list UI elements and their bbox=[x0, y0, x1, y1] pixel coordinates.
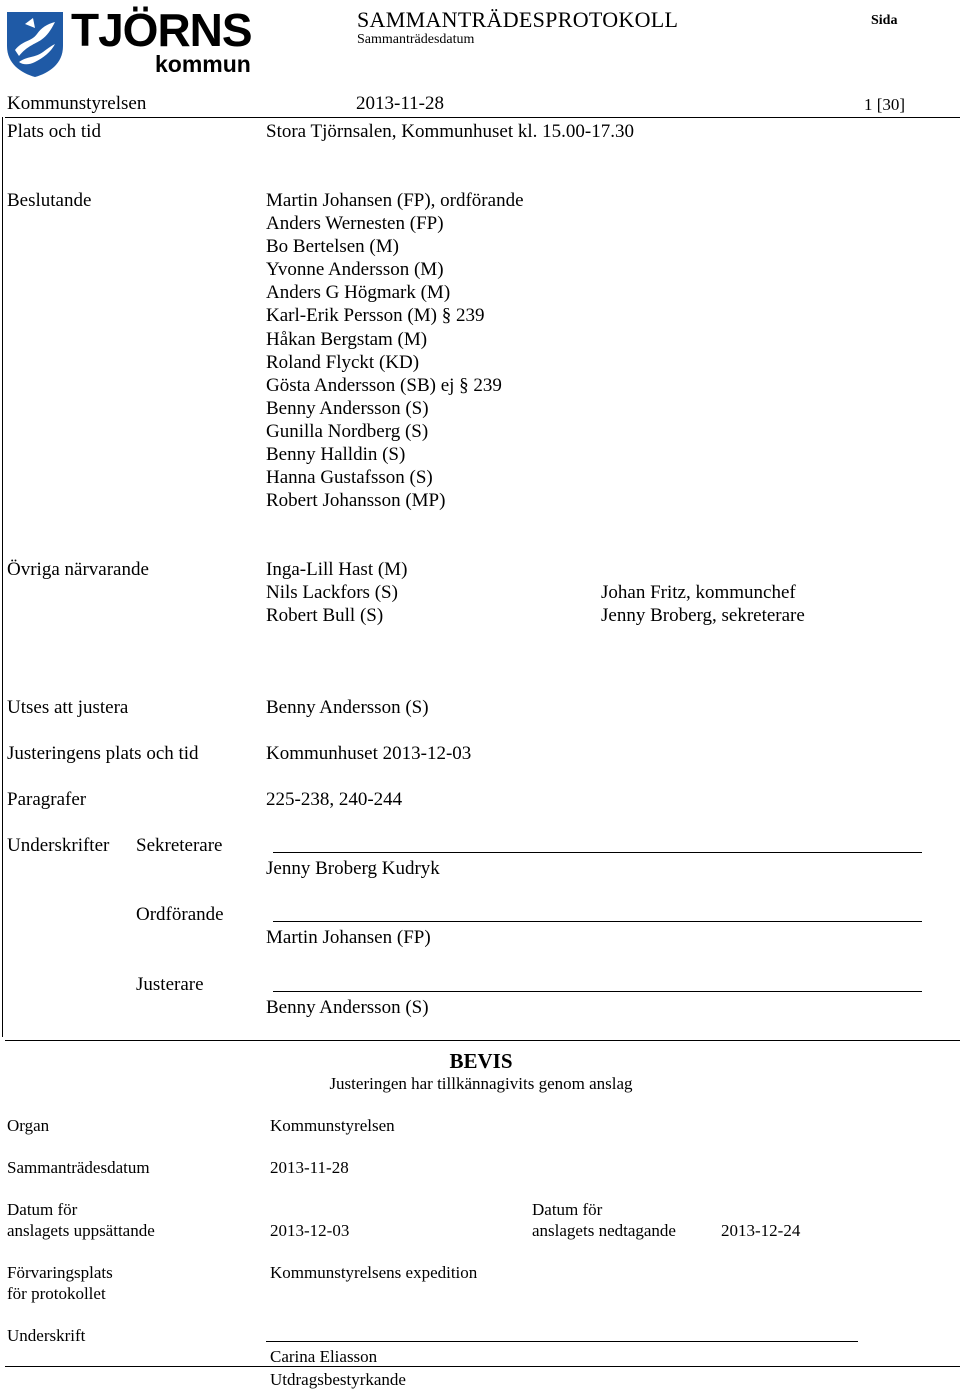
storage-label-line1: Förvaringsplats bbox=[7, 1263, 113, 1282]
logo-subtitle: kommun bbox=[155, 51, 251, 77]
paragraphs-value: 225-238, 240-244 bbox=[266, 789, 403, 810]
logo-wordmark: TJÖRNS bbox=[71, 4, 252, 56]
tjorns-kommun-logo bbox=[5, 4, 260, 80]
left-border bbox=[2, 117, 3, 1037]
place-value: Stora Tjörnsalen, Kommunhuset kl. 15.00-17.30 bbox=[266, 121, 635, 142]
organ-label: Organ bbox=[7, 1116, 50, 1135]
signature-line-adjuster bbox=[273, 991, 922, 992]
list-item: Robert Johansson (MP) bbox=[266, 490, 446, 512]
organ-value: Kommunstyrelsen bbox=[270, 1116, 395, 1135]
page-label: Sida bbox=[871, 13, 898, 28]
committee-name: Kommunstyrelsen bbox=[7, 93, 147, 114]
bevis-meeting-date-value: 2013-11-28 bbox=[270, 1158, 349, 1177]
page-number: 1 [30] bbox=[864, 95, 906, 114]
bevis-meeting-date-label: Sammanträdesdatum bbox=[7, 1158, 150, 1177]
list-item: Johan Fritz, kommunchef bbox=[601, 582, 796, 603]
bevis-subtitle: Justeringen har tillkännagivits genom anslag bbox=[329, 1074, 633, 1093]
bevis-signature-label: Underskrift bbox=[7, 1326, 86, 1345]
signature-role-chair: Ordförande bbox=[136, 904, 224, 925]
bevis-signer-name: Carina Eliasson bbox=[270, 1347, 378, 1366]
list-item: Inga-Lill Hast (M) bbox=[266, 559, 408, 580]
posted-date-label-line2: anslagets uppsättande bbox=[7, 1221, 155, 1240]
footer-divider bbox=[5, 1366, 960, 1367]
signature-name-secretary: Jenny Broberg Kudryk bbox=[266, 858, 440, 879]
list-item: Robert Bull (S) bbox=[266, 605, 384, 627]
bevis-divider bbox=[5, 1040, 960, 1041]
removed-date-label-line1: Datum för bbox=[532, 1200, 603, 1219]
storage-value: Kommunstyrelsens expedition bbox=[270, 1263, 478, 1282]
appointed-adjuster-value: Benny Andersson (S) bbox=[266, 697, 429, 718]
header-divider bbox=[5, 117, 960, 118]
appointed-adjuster-label: Utses att justera bbox=[7, 697, 129, 718]
others-present-label: Övriga närvarande bbox=[7, 559, 149, 580]
bevis-signer-title: Utdragsbestyrkande bbox=[270, 1370, 406, 1389]
list-item: Håkan Bergstam (M) bbox=[266, 328, 428, 350]
list-item: Gunilla Nordberg (S) bbox=[266, 420, 429, 442]
signature-name-adjuster: Benny Andersson (S) bbox=[266, 997, 429, 1018]
list-item: Martin Johansen (FP), ordförande bbox=[266, 190, 524, 211]
signature-role-adjuster: Justerare bbox=[136, 974, 204, 995]
list-item: Anders Wernesten (FP) bbox=[266, 213, 444, 235]
adjustment-place-label: Justeringens plats och tid bbox=[7, 743, 199, 764]
posted-date-value: 2013-12-03 bbox=[270, 1221, 350, 1240]
decision-makers-label: Beslutande bbox=[7, 190, 92, 211]
list-item: Hanna Gustafsson (S) bbox=[266, 467, 433, 489]
document-title: SAMMANTRÄDESPROTOKOLL bbox=[357, 7, 679, 32]
list-item: Roland Flyckt (KD) bbox=[266, 351, 420, 373]
signatures-label: Underskrifter bbox=[7, 835, 110, 856]
signature-name-chair: Martin Johansen (FP) bbox=[266, 927, 431, 948]
list-item: Benny Andersson (S) bbox=[266, 397, 429, 419]
municipal-crest-icon bbox=[5, 10, 65, 78]
list-item: Jenny Broberg, sekreterare bbox=[601, 605, 805, 627]
storage-label-line2: för protokollet bbox=[7, 1284, 106, 1303]
list-item: Benny Halldin (S) bbox=[266, 444, 406, 466]
others-present-right-list bbox=[601, 581, 805, 627]
list-item: Yvonne Andersson (M) bbox=[266, 259, 444, 281]
others-present-left-list bbox=[266, 558, 407, 627]
signature-line-secretary bbox=[273, 852, 922, 853]
signature-role-secretary: Sekreterare bbox=[136, 835, 223, 856]
place-label: Plats och tid bbox=[7, 121, 101, 142]
bevis-signature-line bbox=[266, 1341, 858, 1342]
removed-date-label-line2: anslagets nedtagande bbox=[532, 1221, 676, 1240]
removed-date-value: 2013-12-24 bbox=[721, 1221, 801, 1240]
adjustment-place-value: Kommunhuset 2013-12-03 bbox=[266, 743, 472, 764]
list-item: Gösta Andersson (SB) ej § 239 bbox=[266, 374, 502, 396]
bevis-title: BEVIS bbox=[449, 1049, 513, 1073]
list-item: Nils Lackfors (S) bbox=[266, 582, 398, 604]
decision-makers-list bbox=[266, 189, 524, 512]
meeting-date: 2013-11-28 bbox=[356, 93, 444, 114]
signature-line-chair bbox=[273, 921, 922, 922]
list-item: Anders G Högmark (M) bbox=[266, 282, 451, 304]
paragraphs-label: Paragrafer bbox=[7, 789, 87, 810]
list-item: Bo Bertelsen (M) bbox=[266, 236, 399, 258]
list-item: Karl-Erik Persson (M) § 239 bbox=[266, 305, 485, 327]
document-subtitle: Sammanträdesdatum bbox=[357, 32, 475, 47]
posted-date-label-line1: Datum för bbox=[7, 1200, 78, 1219]
